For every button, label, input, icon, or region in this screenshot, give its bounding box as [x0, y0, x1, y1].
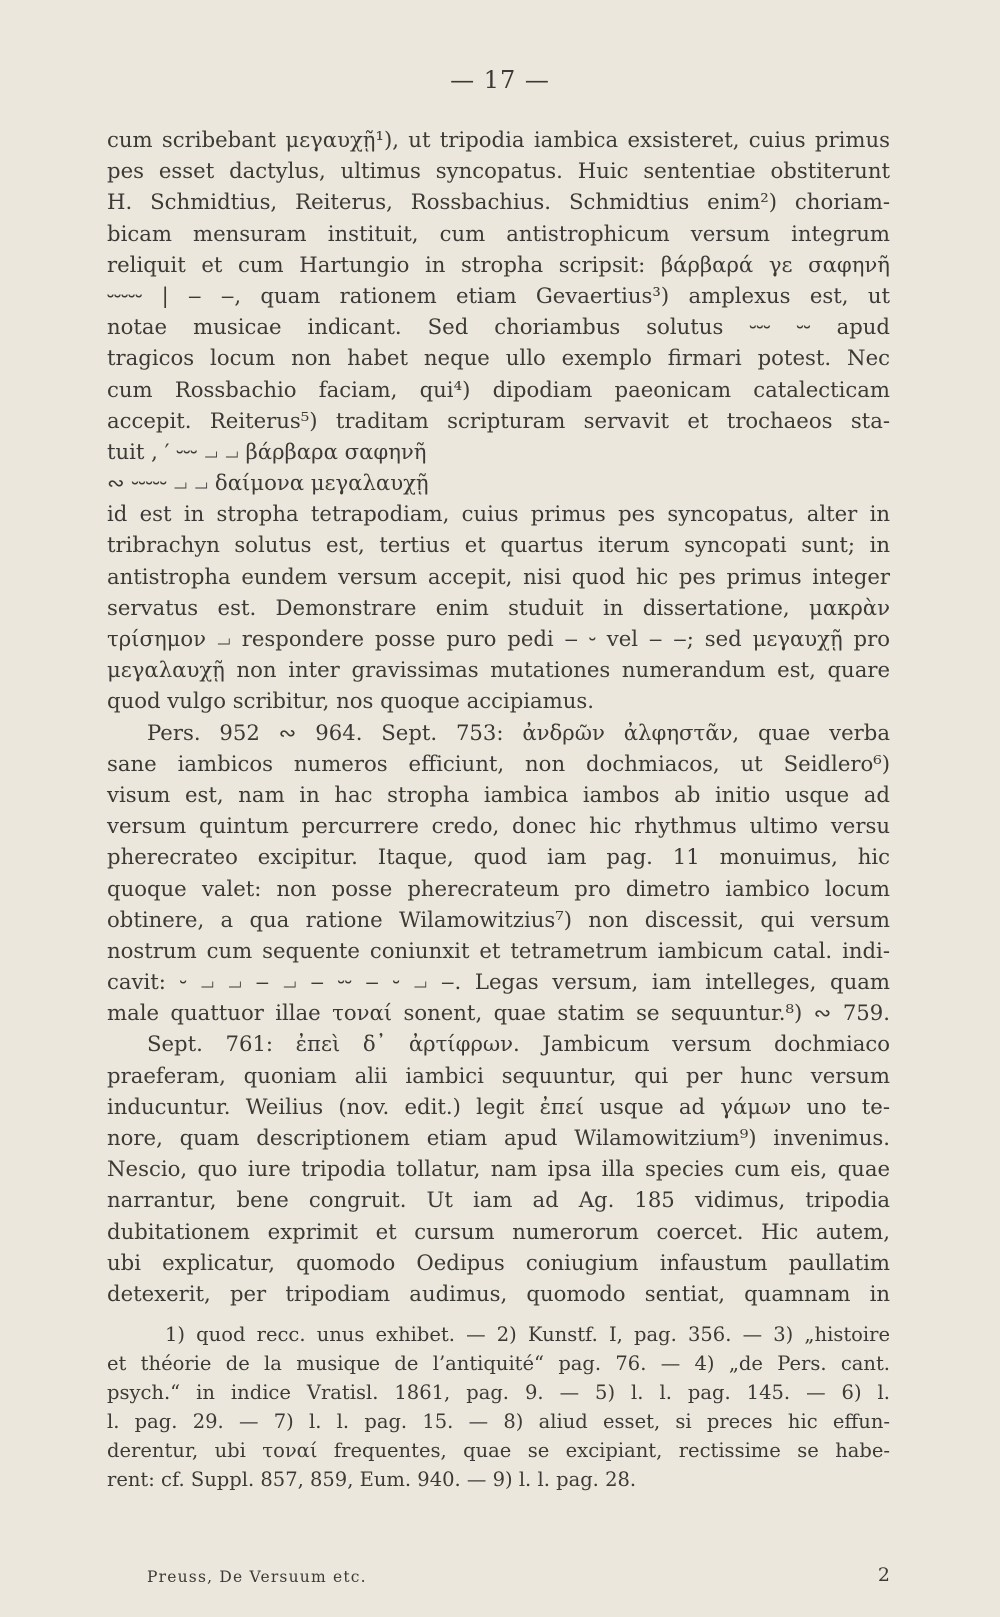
footnote-line: l. pag. 29. — 7) l. l. pag. 15. — 8) aliud esset, si preces hic effun- [107, 1410, 890, 1433]
text-line: μεγαλαυχῇ non inter gravissimas mutationes numerandum est, quare [107, 657, 890, 683]
text-line: nostrum cum sequente coniunxit et tetrametrum iambicum catal. indi- [107, 937, 890, 963]
text-line: id est in stropha tetrapodiam, cuius primus pes syncopatus, alter in [107, 501, 890, 527]
text-line: pes esset dactylus, ultimus syncopatus. Huic sententiae obstiterunt [107, 158, 890, 184]
text-line: tragicos locum non habet neque ullo exemplo firmari potest. Nec [107, 345, 890, 371]
text-line: quod vulgo scribitur, nos quoque accipiamus. [107, 688, 595, 714]
footnote-line: derentur, ubi τοναί frequentes, quae se excipiant, rectissime se habe- [107, 1439, 890, 1462]
footnote-line: psych.“ in indice Vratisl. 1861, pag. 9. — 5) l. l. pag. 145. — 6) l. [107, 1381, 890, 1404]
page-footer [147, 1564, 890, 1586]
footnote-line: rent: cf. Suppl. 857, 859, Eum. 940. — 9) l. l. pag. 28. [107, 1468, 637, 1491]
signature-mark: 2 [877, 1564, 890, 1586]
footnote-line: 1) quod recc. unus exhibet. — 2) Kunstf. I, pag. 356. — 3) „histoire [165, 1323, 890, 1346]
text-line: nore, quam descriptionem etiam apud Wilamowitzium⁹) invenimus. [107, 1125, 890, 1150]
text-line: Pers. 952 ∾ 964. Sept. 753: ἀνδρῶν ἀλφηστᾶν, quae verba [147, 719, 890, 745]
text-line: antistropha eundem versum accepit, nisi quod hic pes primus integer [107, 563, 890, 589]
text-line: τρίσημον ⏗ respondere posse puro pedi ‒ ⏑ vel ‒ ‒; sed μεγαυχῇ pro [107, 626, 890, 651]
text-line: tribrachyn solutus est, tertius et quartus iterum syncopati sunt; in [107, 532, 890, 558]
text-line: visum est, nam in hac stropha iambica iambos ab initio usque ad [107, 781, 890, 807]
text-line: tuit , ′ ⏑⏑⏑ ⏗ ⏗ βάρβαρα σαφηνῆ [107, 438, 427, 464]
text-line: pherecrateo excipitur. Itaque, quod iam pag. 11 monuimus, hic [107, 844, 890, 870]
text-line: accepit. Reiterus⁵) traditam scripturam servavit et trochaeos sta- [107, 407, 890, 433]
text-line: reliquit et cum Hartungio in stropha scripsit: βάρβαρά γε σαφηνῆ [107, 251, 890, 277]
text-line: sane iambicos numeros efficiunt, non dochmiacos, ut Seidlero⁶) [107, 750, 890, 776]
text-line: narrantur, bene congruit. Ut iam ad Ag. 185 vidimus, tripodia [107, 1187, 890, 1213]
body-text [107, 124, 890, 1309]
text-line: detexerit, per tripodiam audimus, quomodo sentiat, quamnam in [107, 1280, 890, 1306]
text-line: cum scribebant μεγαυχῇ¹), ut tripodia iambica exsisteret, cuius primus [107, 127, 890, 152]
text-line: praeferam, quoniam alii iambici sequuntur, qui per hunc versum [107, 1062, 890, 1088]
text-line: ubi explicatur, quomodo Oedipus coniugium infaustum paullatim [107, 1249, 890, 1275]
text-line: ⏑⏑⏑⏑⏑ | ‒ ‒, quam rationem etiam Gevaertius³) amplexus est, ut [107, 282, 890, 308]
text-line: ∾ ⏑⏑⏑⏑⏑ ⏗ ⏗ δαίμονα μεγαλαυχῇ [107, 470, 429, 496]
text-line: bicam mensuram instituit, cum antistrophicum versum integrum [107, 220, 890, 246]
footnotes [107, 1320, 890, 1494]
text-line: H. Schmidtius, Reiterus, Rossbachius. Schmidtius enim²) choriam- [107, 189, 890, 215]
text-line: versum quintum percurrere credo, donec hic rhythmus ultimo versu [107, 813, 890, 839]
footnote-line: et théorie de la musique de l’antiquité“ pag. 76. — 4) „de Pers. cant. [107, 1352, 890, 1375]
page-number: — 17 — [450, 66, 550, 94]
text-line: quoque valet: non posse pherecrateum pro dimetro iambico locum [107, 875, 890, 901]
text-line: inducuntur. Weilius (nov. edit.) legit ἐπεί usque ad γάμων uno te- [107, 1093, 890, 1119]
text-line: Sept. 761: ἐπεὶ δ᾽ ἀρτίφρων. Jambicum versum dochmiaco [147, 1031, 890, 1057]
text-line: obtinere, a qua ratione Wilamowitzius⁷) non discessit, qui versum [107, 906, 890, 932]
text-line: notae musicae indicant. Sed choriambus solutus ⏑⏑⏑ ⏑⏑ apud [107, 314, 890, 340]
text-line: cavit: ⏑ ⏗ ⏗ ‒ ⏗ ‒ ⏑⏑ ‒ ⏑ ⏗ ‒. Legas versum, iam intelleges, quam [107, 969, 890, 995]
footer-title: Preuss, De Versuum etc. [147, 1568, 367, 1586]
text-line: dubitationem exprimit et cursum numerorum coercet. Hic autem, [107, 1218, 890, 1244]
text-line: cum Rossbachio faciam, qui⁴) dipodiam paeonicam catalecticam [107, 376, 890, 402]
text-line: male quattuor illae τοναί sonent, quae statim se sequuntur.⁸) ∾ 759. [107, 1000, 890, 1026]
text-line: Nescio, quo iure tripodia tollatur, nam ipsa illa species cum eis, quae [107, 1156, 890, 1182]
text-line: servatus est. Demonstrare enim studuit in dissertatione, μακρὰν [107, 594, 890, 620]
